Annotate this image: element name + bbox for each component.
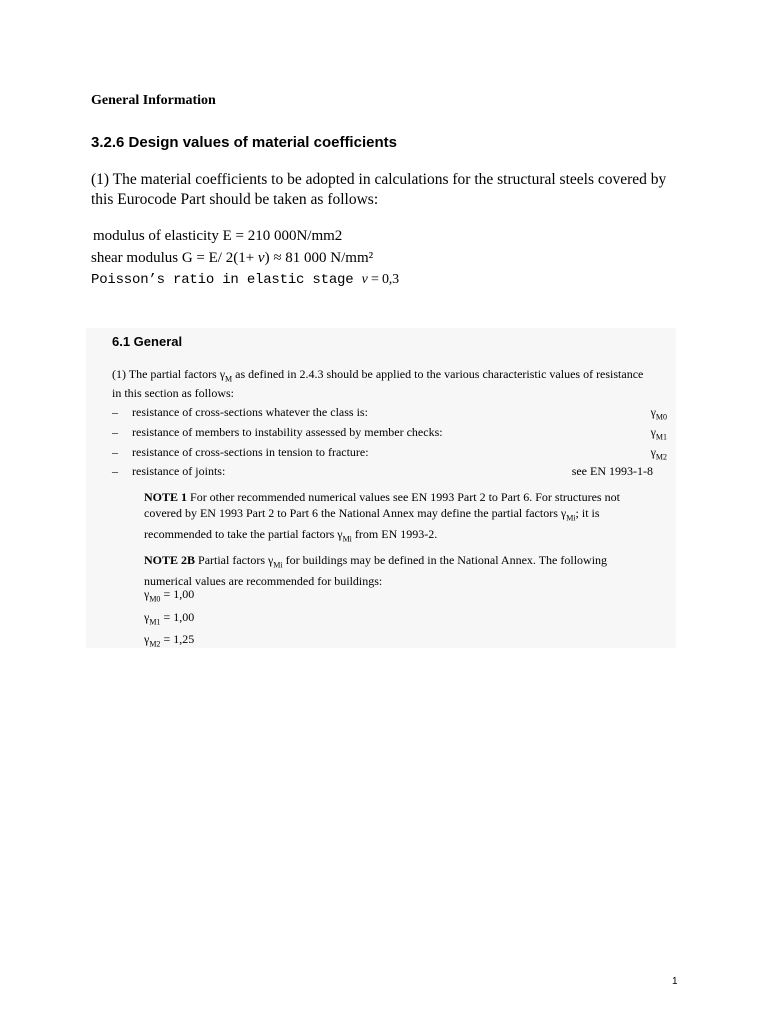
list-item: – resistance of cross-sections whatever the class is: $\gamma_{M0}$ [112,405,667,422]
gamma-m1-value: $\gamma_{M1} = 1,00$ [144,610,195,627]
nu-symbol: ν [361,272,368,287]
poisson-prefix: Poisson’s ratio in elastic stage [91,272,362,288]
shear-modulus [91,250,373,267]
note-1: NOTE 1 For other recommended numerical values see EN 1993 Part 2 to Part 6. For structures not covered by EN 1993 Part 2 to Part 6 the National Annex may define the partial factors $\gamma_{Mi}$; it is recommended to take the partial factors $\gamma_{Mi}$ from EN 1993-2. [144,490,620,544]
section-header: General Information [91,93,216,108]
shear-suffix: ) ≈ 81 000 N/mm² [264,250,374,266]
modulus-of-elasticity: modulus of elasticity E = 210 000N/mm2 [93,228,343,244]
section-title: 3.2.6 Design values of material coefficients [91,134,397,151]
shear-prefix: shear modulus G = E/ 2(1+ [91,250,258,266]
excerpt-heading: 6.1 General [112,334,183,349]
note-2b: NOTE 2B Partial factors $\gamma_{Mi}$ for buildings may be defined in the National Annex. The following numerical values are recommended for buildings: [144,553,608,589]
list-item: – resistance of cross-sections in tension to fracture: $\gamma_{M2}$ [112,445,667,462]
list-item: – resistance of members to instability assessed by member checks: $\gamma_{M1}$ [112,425,667,442]
page-number: 1 [672,976,678,987]
paragraph-1: (1) The material coefficients to be adopted in calculations for the structural steels covered by this Eurocode Part should be taken as follows: [91,171,667,208]
scanned-excerpt [86,328,676,648]
excerpt-intro: (1) The partial factors $\gamma_M$ as defined in 2.4.3 should be applied to the various characteristic values of resistance in this section as follows: [112,367,644,401]
nu-symbol: ν [257,250,265,266]
list-item: – resistance of joints: see EN 1993-1-8 [112,464,653,478]
gamma-m2-value: $\gamma_{M2} = 1,25$ [144,632,195,649]
poisson-ratio [91,272,399,288]
poisson-suffix: = 0,3 [367,272,399,287]
gamma-m0-value: $\gamma_{M0} = 1,00$ [144,587,195,604]
